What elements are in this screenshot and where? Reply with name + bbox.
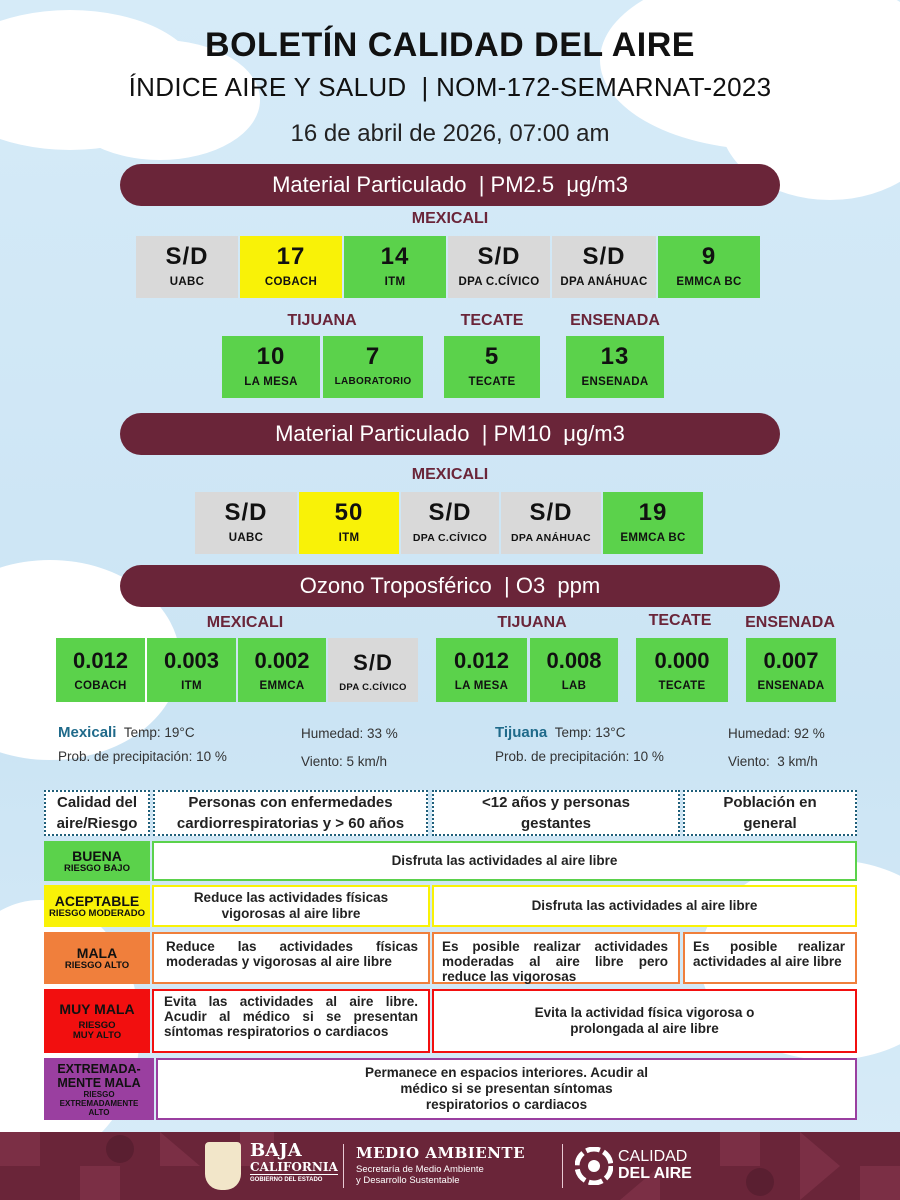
level-buena: BUENA RIESGO BAJO (44, 841, 150, 881)
rec-muy-mala-sensitive: Evita las actividades al aire libre. Acudir al médico si se presentan síntomas respiratorios o cardiacos (152, 989, 430, 1053)
page-title: BOLETÍN CALIDAD DEL AIRE (205, 26, 695, 64)
o3-station-cobach: 0.012 COBACH (56, 638, 145, 702)
weather-precip: Prob. de precipitación: 10 % (58, 749, 227, 764)
o3-city-ensenada: ENSENADA (745, 614, 835, 631)
pm10-station-dpa-anahuac: S/D DPA ANÁHUAC (501, 492, 601, 554)
o3-station-emmca: 0.002 EMMCA (238, 638, 326, 702)
rec-buena-all: Disfruta las actividades al aire libre (152, 841, 857, 881)
o3-city-mexicali: MEXICALI (206, 614, 284, 631)
pm25-city-tijuana: TIJUANA (287, 312, 357, 329)
rec-mala-general: Es posible realizar actividades al aire libre (683, 932, 857, 984)
level-extremadamente-mala: EXTREMADA-MENTE MALA RIESGO EXTREMADAMENTE ALTO (44, 1058, 154, 1120)
o3-station-itm: 0.003 ITM (147, 638, 236, 702)
weather-temp: Temp: 13°C (554, 725, 626, 740)
pm10-station-dpa-civico: S/D DPA C.CÍVICO (401, 492, 499, 554)
pm10-station-emmca: 19 EMMCA BC (603, 492, 703, 554)
pm25-banner: Material Particulado | PM2.5 μg/m3 (120, 164, 780, 206)
pm25-station-cobach: 17 COBACH (240, 236, 342, 298)
o3-city-tijuana: TIJUANA (497, 614, 567, 631)
o3-station-la-mesa: 0.012 LA MESA (436, 638, 527, 702)
weather-mexicali (58, 724, 195, 741)
o3-station-lab: 0.008 LAB (530, 638, 618, 702)
weather-city-mexicali: Mexicali (58, 724, 117, 741)
baja-california-seal-icon (205, 1142, 241, 1190)
pm25-city-mexicali: MEXICALI (411, 210, 489, 227)
pm25-station-tecate: 5 TECATE (444, 336, 540, 398)
pm10-station-itm: 50 ITM (299, 492, 399, 554)
weather-humidity: Humedad: 33 % (301, 726, 398, 741)
level-mala: MALA RIESGO ALTO (44, 932, 150, 984)
o3-station-tecate: 0.000 TECATE (636, 638, 728, 702)
pm10-banner: Material Particulado | PM10 μg/m3 (120, 413, 780, 455)
pm10-station-uabc: S/D UABC (195, 492, 297, 554)
calidad-del-aire-logo: CALIDAD DEL AIRE (618, 1148, 692, 1182)
o3-city-tecate: TECATE (648, 612, 712, 629)
pm25-station-uabc: S/D UABC (136, 236, 238, 298)
weather-wind: Viento: 5 km/h (301, 754, 388, 769)
rec-extremadamente-mala-all: Permanece en espacios interiores. Acudir al médico si se presentan síntomas respiratorios o cardiacos (156, 1058, 857, 1120)
pm25-station-la-mesa: 10 LA MESA (222, 336, 320, 398)
pm25-station-ensenada: 13 ENSENADA (566, 336, 664, 398)
pm25-station-itm: 14 ITM (344, 236, 446, 298)
weather-wind: Viento: 3 km/h (728, 754, 818, 769)
weather-city-tijuana: Tijuana (495, 724, 548, 741)
rec-muy-mala-general: Evita la actividad física vigorosa o prolongada al aire libre (432, 989, 857, 1053)
pm25-station-emmca: 9 EMMCA BC (658, 236, 760, 298)
footer (0, 1132, 900, 1200)
baja-california-logo: BAJA CALIFORNIA GOBIERNO DEL ESTADO (250, 1140, 338, 1183)
rec-mala-sensitive: Reduce las actividades físicas moderadas y vigorosas al aire libre (152, 932, 430, 984)
pm25-city-ensenada: ENSENADA (570, 312, 660, 329)
calidad-del-aire-icon (575, 1147, 613, 1185)
pm25-city-tecate: TECATE (460, 312, 524, 329)
weather-humidity: Humedad: 92 % (728, 726, 825, 741)
table-header-children: <12 años y personas gestantes (432, 790, 680, 836)
pm25-station-laboratorio: 7 LABORATORIO (323, 336, 423, 398)
table-header-risk: Calidad del aire/Riesgo (44, 790, 150, 836)
weather-tijuana (495, 724, 625, 741)
pm25-station-dpa-civico: S/D DPA C.CÍVICO (448, 236, 550, 298)
page-subtitle: ÍNDICE AIRE Y SALUD | NOM-172-SEMARNAT-2023 (128, 72, 772, 102)
o3-banner: Ozono Troposférico | O3 ppm (120, 565, 780, 607)
rec-aceptable-sensitive: Reduce las actividades físicas vigorosas al aire libre (152, 885, 430, 927)
level-aceptable: ACEPTABLE RIESGO MODERADO (44, 885, 150, 927)
bulletin-date: 16 de abril de 2026, 07:00 am (290, 120, 610, 147)
medio-ambiente-logo: MEDIO AMBIENTE Secretaría de Medio Ambiente y Desarrollo Sustentable (356, 1144, 526, 1186)
o3-station-ensenada: 0.007 ENSENADA (746, 638, 836, 702)
rec-aceptable-general: Disfruta las actividades al aire libre (432, 885, 857, 927)
weather-precip: Prob. de precipitación: 10 % (495, 749, 664, 764)
pm25-station-dpa-anahuac: S/D DPA ANÁHUAC (552, 236, 656, 298)
pm10-city-mexicali: MEXICALI (411, 466, 489, 483)
weather-temp: Temp: 19°C (123, 725, 195, 740)
o3-station-dpa-civico: S/D DPA C.CÍVICO (328, 638, 418, 702)
table-header-sensitive: Personas con enfermedades cardiorrespiratorias y > 60 años (153, 790, 428, 836)
rec-mala-children: Es posible realizar actividades moderadas al aire libre pero reduce las vigorosas (432, 932, 680, 984)
table-header-general: Población en general (683, 790, 857, 836)
level-muy-mala: MUY MALA RIESGO MUY ALTO (44, 989, 150, 1053)
